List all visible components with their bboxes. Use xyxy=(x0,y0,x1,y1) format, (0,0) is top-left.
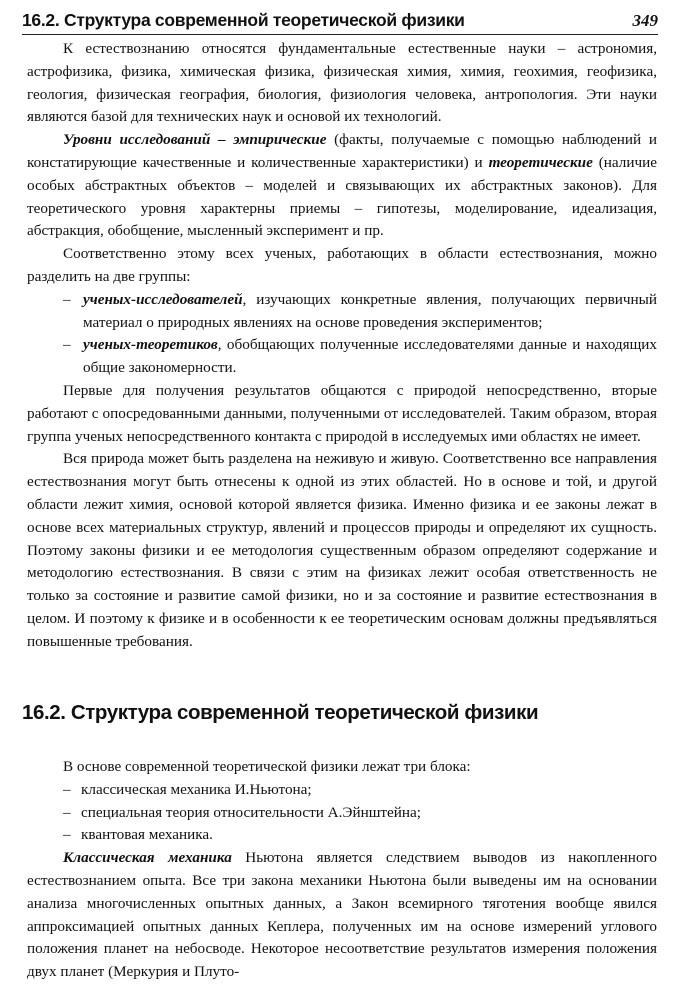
term-classical-mechanics: Классическая механика xyxy=(63,849,232,867)
paragraph-text: (факты, получаемые с помощью наблюдений и констатирующие качественные и количественные характеристики) и xyxy=(27,131,657,171)
dash-bullet: – xyxy=(63,780,71,798)
paragraph: К естествознанию относятся фундаментальные естественные науки – астрономия, астрофизика, физика, химическая физика, физическая химия, химия, геохимия, геофизика, геология, физическая география, биология, физиология человека, антропология. Эти науки являются базой для технических наук и основой их технологий. xyxy=(27,40,657,126)
list-item xyxy=(27,779,657,802)
list-item-text: квантовая механика. xyxy=(81,826,213,844)
list-item-text: классическая механика И.Ньютона; xyxy=(81,780,312,798)
dash-bullet: – xyxy=(63,290,71,308)
list-item-text: , обобщающих полученные исследователями данные и находящих общие закономерности. xyxy=(83,336,657,377)
paragraph: Вся природа может быть разделена на неживую и живую. Соответственно все направления естествознания могут быть отнесены к одной из этих областей. Но в основе и той, и другой области лежит химия, основой которой является физика. Именно физика и ее законы лежат в основе всех материальных структур, явлений и процессов природы и определяют их сущность. Поэтому законы физики и ее методология существенным образом определяют содержание и методологию естествознания. В связи с этим на физиках лежит особая ответственность не только за состояние и развитие самой физики, но и за состояние и развитие естествознания в целом. И поэтому к физике и в особенности к ее теоретическим основам должны предъявляться повышенные требования. xyxy=(27,450,657,650)
paragraph-text: (наличие особых абстрактных объектов – моделей и связывающих их абстрактных законов). Для теоретического уровня характерны приемы – гипотезы, моделирование, идеализация, абстракция, обобщение, мысленный эксперимент и пр. xyxy=(27,153,657,240)
term-theorists: ученых-теоретиков xyxy=(83,336,218,354)
term-theoretical: теоретические xyxy=(488,153,593,171)
paragraph-levels xyxy=(27,129,657,243)
term-empirical: Уровни исследований – эмпирические xyxy=(63,131,327,149)
section-text xyxy=(27,756,657,984)
list-item xyxy=(27,802,657,825)
paragraph: В основе современной теоретической физики лежат три блока: xyxy=(63,758,471,775)
list-item xyxy=(27,824,657,847)
list-item-text: специальная теория относительности А.Эйнштейна; xyxy=(81,803,421,821)
list-item xyxy=(27,289,657,335)
term-researchers: ученых-исследователей xyxy=(83,290,243,308)
dash-bullet: – xyxy=(63,803,71,821)
paragraph: Первые для получения результатов общаются с природой непосредственно, вторые работают с опосредованными данными, полученными от исследователей. Таким образом, вторая группа ученых непосредственного контакта с природой в исследуемых ими областях не имеет. xyxy=(27,381,657,445)
running-head-title: 16.2. Структура современной теоретической физики xyxy=(22,10,465,30)
section-heading: 16.2. Структура современной теоретической физики xyxy=(22,701,539,724)
running-head xyxy=(22,8,658,35)
paragraph: Соответственно этому всех ученых, работающих в области естествознания, можно разделить на две группы: xyxy=(27,245,657,285)
list-item xyxy=(27,334,657,380)
page-number: 349 xyxy=(632,11,658,30)
paragraph-classical-mechanics xyxy=(27,847,657,984)
intro-text xyxy=(27,38,657,654)
paragraph-text: Ньютона является следствием выводов из накопленного естествознанием опыта. Все три закона механики Ньютона были выведены им на основании анализа многочисленных опытных данных, а Закон всемирного тяготения вообще явился аппроксимацией опытных данных Кеплера, полученных им на основе измерений углового положения планет на небосводе. Некоторое несоответствие результатов измерения положения двух планет (Меркурия и Плуто- xyxy=(27,849,657,981)
dash-bullet: – xyxy=(63,336,71,354)
list-item-text: , изучающих конкретные явления, получающих первичный материал о природных явлениях на основе проведения экспериментов; xyxy=(83,290,657,331)
dash-bullet: – xyxy=(63,826,71,844)
